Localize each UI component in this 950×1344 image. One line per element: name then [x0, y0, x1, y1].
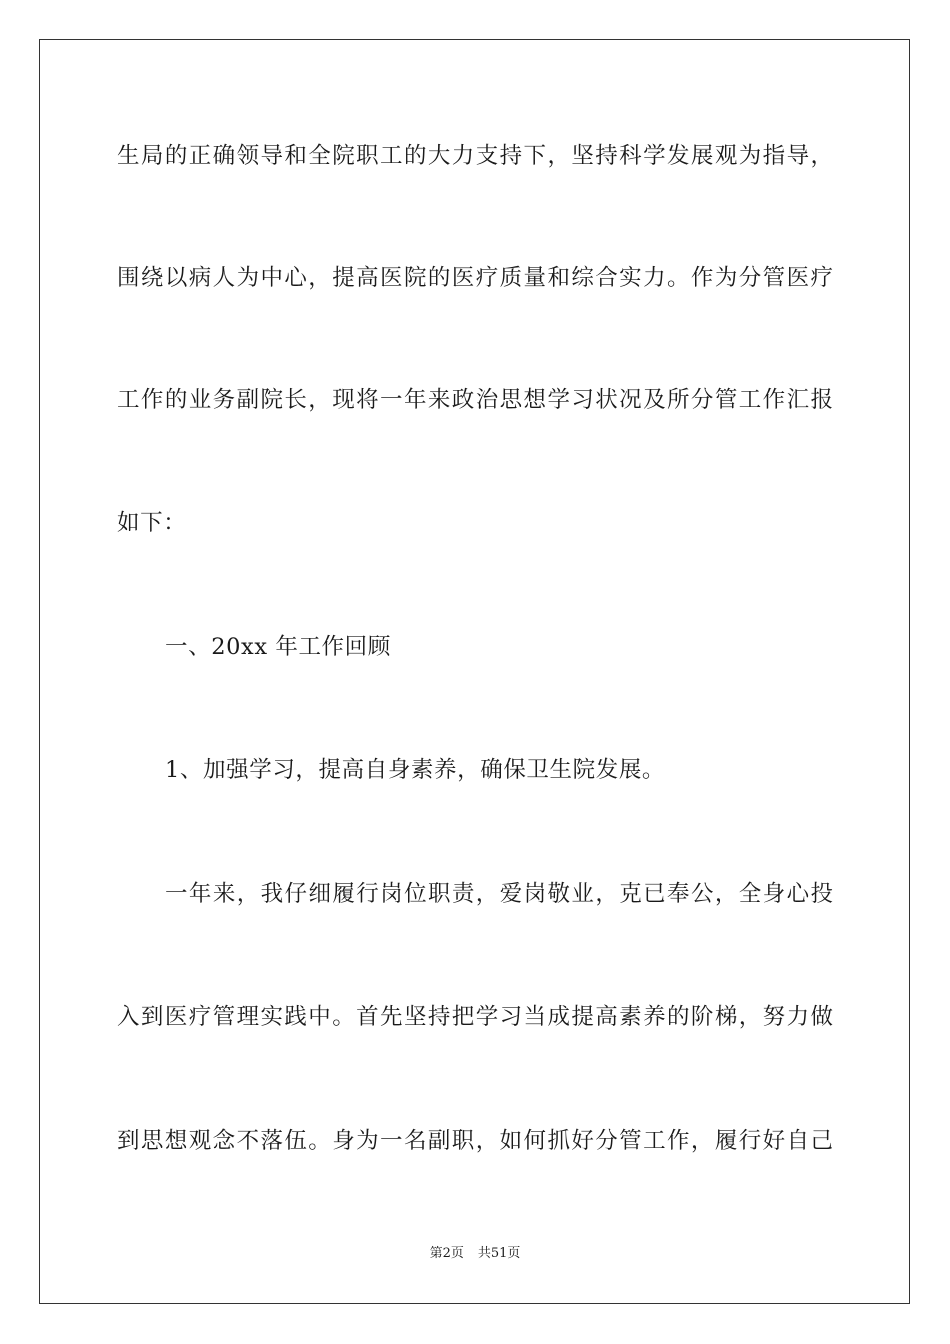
subsection-heading: 1、加强学习，提高自身素养，确保卫生院发展。 [165, 757, 666, 783]
paragraph-line-3: 工作的业务副院长，现将一年来政治思想学习状况及所分管工作汇报 [117, 387, 833, 413]
paragraph-line-7: 到思想观念不落伍。身为一名副职，如何抓好分管工作，履行好自己 [117, 1128, 833, 1154]
paragraph-line-4: 如下： [117, 510, 187, 536]
paragraph-line-6: 入到医疗管理实践中。首先坚持把学习当成提高素养的阶梯，努力做 [117, 1004, 833, 1030]
page-footer [0, 1245, 950, 1263]
page-border [39, 39, 910, 1304]
page-number: 第2页 [429, 1246, 464, 1261]
section-heading: 一、20xx 年工作回顾 [165, 634, 391, 660]
page-total: 共51页 [477, 1246, 521, 1261]
paragraph-line-1: 生局的正确领导和全院职工的大力支持下，坚持科学发展观为指导， [117, 143, 833, 169]
paragraph-line-5: 一年来，我仔细履行岗位职责，爱岗敬业，克已奉公，全身心投 [165, 881, 833, 907]
paragraph-line-2: 围绕以病人为中心，提高医院的医疗质量和综合实力。作为分管医疗 [117, 265, 833, 291]
